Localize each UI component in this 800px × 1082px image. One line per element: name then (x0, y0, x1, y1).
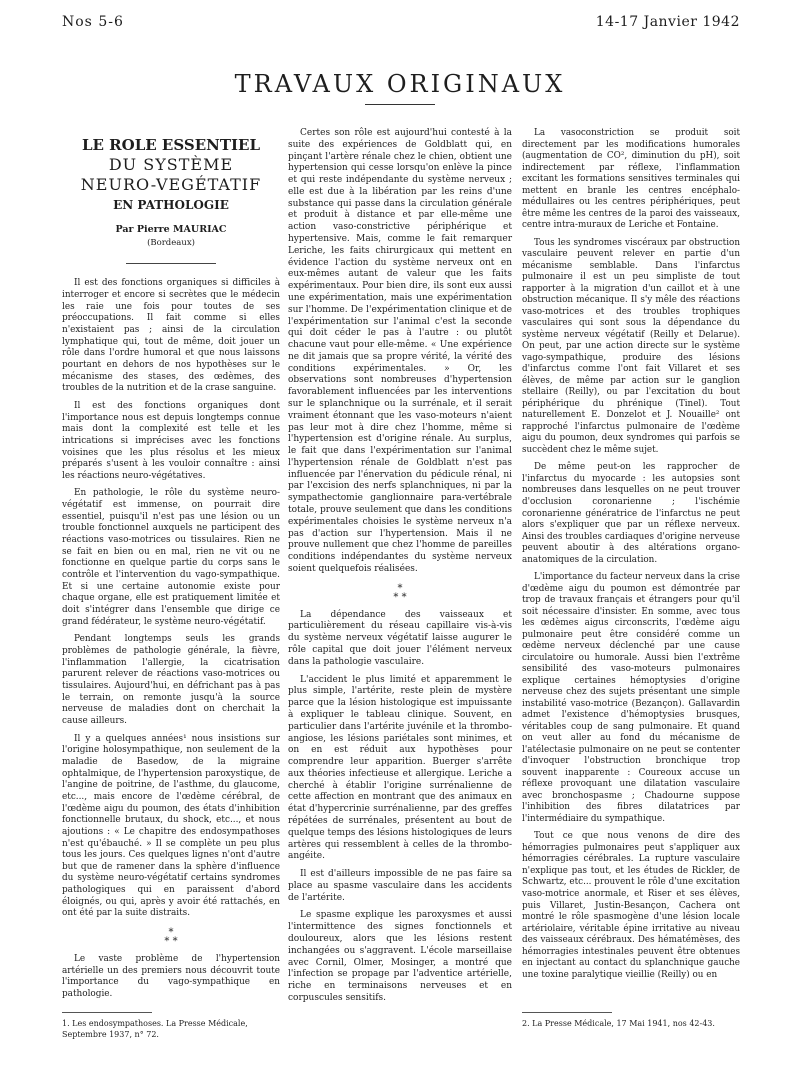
article-rule (126, 263, 216, 264)
issue-date: 14-17 Janvier 1942 (595, 14, 740, 30)
paragraph: La vasoconstriction se produit soit directement par les modifications humorales (augmentation de CO², diminution du pH), soit indirectement par réflexe, l'inflammation excitant les formations sensitives terminales qui mettent en branle les centres encéphalo-médullaires ou les centres périphériques, peut être même les centres de la paroi des vaisseaux, centre intra-muraux de Leriche et Fontaine. (522, 128, 740, 231)
section-title: TRAVAUX ORIGINAUX (234, 70, 566, 98)
paragraph: Il est des fonctions organiques si difficiles à interroger et encore si secrètes que le médecin les raie une fois pour toutes de ses préoccupations. Il fait comme si elles n'existaient pas ; ainsi de la circulation lymphatique qui, tout de même, doit jouer un rôle dans l'ordre humoral et que nous laissons pourtant en dehors de nos hypothèses sur le mécanisme des stases, des œdèmes, des troubles de la nutrition et de la crase sanguine. (62, 278, 280, 394)
paragraph: L'accident le plus limité et apparemment le plus simple, l'artérite, reste plein de mystère parce que la lésion histologique est impuissante à expliquer le tableau clinique. Souvent, en particulier dans l'artérite juvénile et la thrombo-angiose, les lésions pariétales sont minimes, et on en est réduit aux hypothèses pour comprendre leur apparition. Buerger s'arrête aux théories infectieuse et allergique. Leriche a cherché à établir l'origine surrénalienne de cette affection en montrant que des animaux en état d'hypercrinie surrénalienne, par des greffes répétées de surrénales, présentent au bout de quelque temps des lésions histologiques de leurs artères qui ressemblent à celles de la thrombo-angéite. (288, 674, 512, 862)
paragraph: Tout ce que nous venons de dire des hémorragies pulmonaires peut s'appliquer aux hémorragies cérébrales. La rupture vasculaire n'explique pas tout, et les études de Rickler, de Schwartz, etc... prouvent le rôle d'une excitation vaso-motrice anormale, et Riser et ses élèves, puis Villaret, Justin-Besançon, Cachera ont montré le rôle spasmogène d'une lésion locale artériolaire, véritable épine irritative au niveau des vaisseaux cérébraux. Des hématémèses, des hémorragies intestinales peuvent être obtenues en injectant au contact du splanchnique gauche une toxine paralytique vieillie (Reilly) ou en (522, 831, 740, 980)
paragraph: Le vaste problème de l'hypertension artérielle un des premiers nous découvrit toute l'importance du vago-sympathique en pathologie. (62, 954, 280, 1000)
column-1 (62, 128, 280, 1001)
paragraph: Pendant longtemps seuls les grands problèmes de pathologie générale, la fièvre, l'inflammation l'allergie, la cicatrisation parurent relever de réactions vaso-motrices ou tissulaires. Aujourd'hui, en défrichant pas à pas le terrain, on remonte jusqu'à la source nerveuse de maladies dont on cherchait la cause ailleurs. (62, 634, 280, 726)
issue-number: Nos 5-6 (62, 14, 124, 30)
section-separator: * * * (393, 582, 407, 603)
paragraph: Certes son rôle est aujourd'hui contesté à la suite des expériences de Goldblatt qui, en pinçant l'artère rénale chez le chien, obtient une hypertension qui cesse lorsqu'on enlève la pince et qui reste indépendante du système nerveux ; elle est due à la libération par les reins d'une substance qui passe dans la circulation générale et produit à distance et par elle-même une action vaso-constrictive périphérique et hypertensive. Mais, comme le fait remarquer Leriche, les faits chirurgicaux qui mettent en évidence l'action du système nerveux ont en eux-mêmes autant de valeur que les faits expérimentaux. Pour bien dire, ils sont eux aussi une expérimentation, mais une expérimentation sur l'homme. De l'expérimentation clinique et de l'expérimentation sur l'animal c'est la seconde qui doit céder le pas à l'autre : ou plutôt chacune vaut pour elle-même. « Une expérience ne dit jamais que sa propre vérité, la vérité des conditions expérimentales. » Or, les observations sont nombreuses d'hypertension favorablement influencées par les interventions sur le splanchnique ou la surrénale, et il serait vraiment étonnant que les vaso-moteurs n'aient pas leur mot à dire chez l'homme, même si l'hypertension est d'origine rénale. Au surplus, le fait que dans l'expérimentation sur l'animal l'hypertension rénale de Goldblatt n'est pas influencée par l'énervation du pédicule rénal, ni par l'excision des nerfs splanchniques, ni par la sympathectomie ganglionnaire para-vertébrale totale, prouve seulement que dans les conditions expérimentales choisies le système nerveux n'a pas d'action sur l'hypertension. Mais il ne prouve nullement que chez l'homme de pareilles conditions indépendantes du système nerveux soient quelquefois réalisées. (288, 128, 512, 574)
paragraph: Il y a quelques années¹ nous insistions sur l'origine holosympathique, non seulement de la maladie de Basedow, de la migraine ophtalmique, de l'hypertension paroxystique, de l'angine de poitrine, de l'asthme, du glaucome, etc..., mais encore de l'œdème cérébral, de l'œdème aigu du poumon, des états d'inhibition fonctionnelle brutaux, du shock, etc..., et nous ajoutions : « Le chapitre des endosympathoses n'est qu'ébauché. » Il se complète un peu plus tous les jours. Ces quelques lignes n'ont d'autre but que de ramener dans la sphère d'influence du système neuro-végétatif certains syndromes pathologiques qui en paraissent d'abord éloignés, ou qui, après y avoir été rattachés, en ont été par la suite distraits. (62, 733, 280, 919)
article-title-line4: EN PATHOLOGIE (113, 198, 229, 212)
paragraph: Il est d'ailleurs impossible de ne pas faire sa place au spasme vasculaire dans les accidents de l'artérite. (288, 869, 512, 903)
article-title-line1: LE ROLE ESSENTIEL (81, 136, 260, 154)
paragraph: Tous les syndromes viscéraux par obstruction vasculaire peuvent relever en partie d'un mécanisme semblable. Dans l'infarctus pulmonaire il est un peu simpliste de tout rapporter à la migration d'un caillot et à une obstruction mécanique. Il s'y mêle des réactions vaso-motrices et des troubles trophiques vasculaires qui sont sous la dépendance du système nerveux végétatif (Reilly et Delarue). On peut, par une action directe sur le système vago-sympathique, produire des lésions d'infarctus comme l'ont fait Villaret et ses élèves, de même par action sur le ganglion stellaire (Reilly), ou par l'excitation du bout périphérique du phrénique (Tinel). Tout naturellement E. Donzelot et J. Nouaille² ont rapproché l'infarctus pulmonaire de l'œdème aigu du poumon, deux syndromes qui parfois se succèdent chez le même sujet. (522, 237, 740, 455)
paragraph: De même peut-on les rapprocher de l'infarctus du myocarde : les autopsies sont nombreuses dans lesquelles on ne peut trouver d'occlusion coronarienne ; l'ischémie coronarienne génératrice de l'infarctus ne peut alors s'expliquer que par un réflexe nerveux. Ainsi des troubles cardiaques d'origine nerveuse peuvent aboutir à des altérations organo-anatomiques de la circulation. (522, 462, 740, 565)
article-title-line2: DU SYSTÈME (108, 155, 234, 174)
affiliation: (Bordeaux) (147, 237, 195, 248)
column-3 (522, 128, 740, 981)
footnote-1: 1. Les endosympathoses. La Presse Médicale, Septembre 1937, n° 72. (62, 1019, 248, 1039)
article-title-line3: NEURO-VEGÉTATIF (80, 175, 262, 194)
title-rule (365, 104, 435, 105)
paragraph: En pathologie, le rôle du système neuro-végétatif est immense, on pourrait dire essentiel, puisqu'il n'est pas une lésion ou un trouble fonctionnel auxquels ne participent des réactions vaso-motrices ou tissulaires. Rien ne se fait en bien ou en mal, rien ne vit ou ne fonctionne en quelque partie du corps sans le contrôle et l'intervention du vago-sympathique. Et si une certaine autonomie existe pour chaque organe, elle est pratiquement limitée et doit s'intégrer dans l'ensemble que dirige ce grand fédérateur, le système neuro-végétatif. (62, 488, 280, 627)
footnote-2: 2. La Presse Médicale, 17 Mai 1941, nos 42-43. (522, 1019, 715, 1028)
author: Par Pierre MAURIAC (115, 224, 227, 235)
paragraph: Il est des fonctions organiques dont l'importance nous est depuis longtemps connue mais dont la complexité est telle et les intrications si imprécises avec les fonctions voisines que les plus résolus et les mieux préparés s'usent à les vouloir connaître : ainsi les réactions neuro-végétatives. (62, 400, 280, 481)
paragraph: L'importance du facteur nerveux dans la crise d'œdème aigu du poumon est démontrée par trop de travaux français et étrangers pour qu'il soit nécessaire d'insister. En somme, avec tous les œdèmes aigus circonscrits, l'œdème aigu pulmonaire peut être considéré comme un œdème nerveux déclenché par une cause circulatoire ou humorale. Aussi bien l'extrême sensibilité des vaso-moteurs pulmonaires explique certaines hémoptysies d'origine nerveuse chez des sujets présentant une simple instabilité vaso-motrice (Bezançon). Gallavardin admet l'existence d'hémoptysies brusques, véritables coup de sang pulmonaire. Et quand on veut aller au fond du mécanisme de l'atélectasie pulmonaire on ne peut se contenter d'invoquer l'obstruction bronchique trop souvent inapparente : Coureoux accuse un réflexe provoquant une dilatation vasculaire avec bronchospasme ; Chadourne suppose l'inhibition des fibres dilatatrices par l'intermédiaire du sympathique. (522, 572, 740, 824)
paragraph: La dépendance des vaisseaux et particulièrement du réseau capillaire vis-à-vis du système nerveux végétatif laisse augurer le rôle capital que doit jouer l'élément nerveux dans la pathologie vasculaire. (288, 609, 512, 667)
section-separator: * * * (164, 927, 178, 948)
column-2 (288, 128, 512, 1005)
footnote-rule (522, 1012, 612, 1013)
paragraph: Le spasme explique les paroxysmes et aussi l'intermittence des signes fonctionnels et douloureux, alors que les lésions restent inchangées ou s'aggravent. L'école marseillaise avec Cornil, Olmer, Mosinger, a montré que l'infection se propage par l'adventice artérielle, riche en terminaisons nerveuses et en corpuscules sensitifs. (288, 910, 512, 1003)
footnote-rule (62, 1012, 152, 1013)
